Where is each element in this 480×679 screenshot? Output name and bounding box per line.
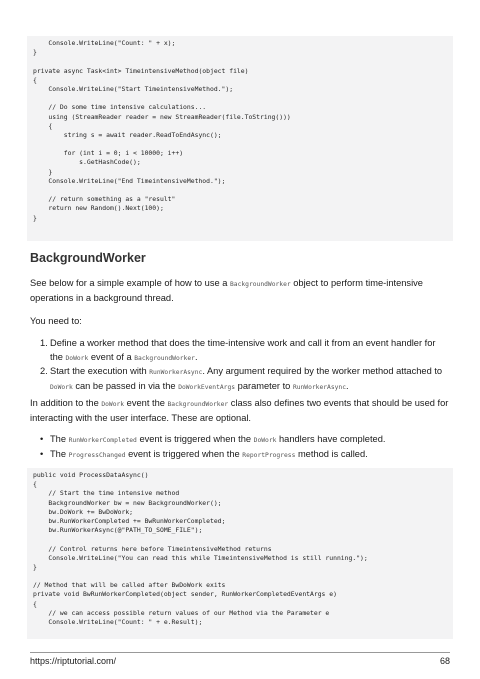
code-line: // Do some time intensive calculations...	[33, 103, 207, 112]
inline-code: DoWorkEventArgs	[178, 383, 236, 391]
code-line: // Control returns here before TimeintensiveMethod returns	[33, 544, 272, 553]
code-line: // Start the time intensive method	[33, 489, 180, 498]
text: .	[346, 380, 349, 391]
text: In addition to the	[30, 398, 102, 408]
code-line: s.GetHashCode();	[33, 158, 141, 167]
numbered-list	[40, 337, 450, 394]
code-line	[33, 140, 447, 149]
code-line	[33, 572, 447, 581]
code-line: Console.WriteLine("Start TimeintensiveMethod.");	[33, 84, 234, 93]
code-line: for (int i = 0; i < 10000; i++)	[33, 149, 184, 158]
text: event the	[124, 398, 168, 408]
code-line: {	[33, 121, 53, 130]
list-number: 1.	[40, 338, 48, 348]
intro-paragraph	[30, 277, 450, 305]
code-line: Console.WriteLine("Count: " + e.Result);	[33, 618, 203, 626]
code-line: Console.WriteLine("You can read this while TimeintensiveMethod is still running.");	[33, 553, 368, 562]
list-item	[40, 448, 450, 463]
inline-code: DoWork	[50, 383, 73, 391]
code-line: BackgroundWorker bw = new BackgroundWorker();	[33, 498, 222, 507]
text: event of a	[88, 351, 135, 362]
code-line	[33, 57, 447, 66]
inline-code: BackgroundWorker	[230, 281, 291, 288]
code-line: }	[33, 48, 37, 57]
code-line: }	[33, 213, 37, 222]
events-paragraph	[30, 397, 450, 425]
code-line: bw.RunWorkerAsync(@"PATH_TO_SOME_FILE");	[33, 526, 203, 535]
code-line: {	[33, 480, 37, 489]
inline-code: RunWorkerCompleted	[68, 437, 137, 444]
text: can be passed in via the	[72, 380, 179, 391]
code-line: {	[33, 75, 37, 84]
code-line: using (StreamReader reader = new StreamReader(file.ToString()))	[33, 112, 291, 121]
inline-code: RunWorkerAsync	[149, 369, 203, 376]
text: object to perform time-intensive operations in a background thread.	[30, 278, 423, 303]
inline-code: DoWork	[253, 437, 277, 444]
bullet: •	[40, 448, 44, 459]
code-line: }	[33, 167, 53, 176]
code-line: // return something as a "result"	[33, 195, 176, 204]
bullet: •	[40, 434, 44, 444]
inline-code: ProgressChanged	[68, 451, 126, 459]
text: event is triggered when the	[125, 448, 243, 459]
section-heading: BackgroundWorker	[30, 251, 146, 265]
inline-code: BackgroundWorker	[167, 401, 229, 408]
code-line: // Method that will be called after BwDoWork exits	[33, 581, 226, 590]
text: Define a worker method that does the time-intensive work and call it from an event handler for the	[50, 338, 436, 362]
text: See below for a simple example of how to use a	[30, 278, 230, 288]
text: The	[50, 434, 69, 444]
code-line: Console.WriteLine("End TimeintensiveMethod.");	[33, 176, 226, 185]
footer-divider	[30, 652, 450, 653]
code-line	[33, 186, 447, 195]
text: method is called.	[295, 448, 368, 459]
code-line: public void ProcessDataAsync()	[33, 471, 149, 479]
code-line: }	[33, 562, 37, 571]
code-line: private void BwRunWorkerCompleted(object sender, RunWorkerCompletedEventArgs e)	[33, 590, 337, 599]
text: class also defines two events that should be used for interacting with the user interface. These are optional.	[30, 398, 449, 423]
list-number: 2.	[40, 366, 48, 376]
inline-code: BackgroundWorker	[134, 354, 195, 362]
text: . Any argument required by the worker method attached to	[202, 366, 443, 376]
code-block-top	[27, 36, 453, 241]
text: parameter to	[235, 380, 293, 391]
text: The	[50, 448, 69, 459]
code-line: bw.RunWorkerCompleted += BwRunWorkerCompleted;	[33, 516, 226, 525]
code-line: // we can access possible return values of our Method via the Parameter e	[33, 608, 330, 617]
inline-code: DoWork	[101, 401, 125, 408]
text: .	[194, 351, 198, 362]
list-item	[40, 337, 450, 365]
code-line	[33, 535, 447, 544]
bullet-list	[40, 433, 450, 462]
code-line: string s = await reader.ReadToEndAsync();	[33, 130, 222, 139]
code-line: private async Task<int> TimeintensiveMethod(object file)	[33, 66, 249, 75]
code-line: bw.DoWork += BwDoWork;	[33, 507, 134, 516]
code-line	[33, 94, 447, 103]
inline-code: DoWork	[65, 354, 89, 362]
text: handlers have completed.	[276, 434, 386, 444]
footer-url: https://riptutorial.com/	[30, 656, 117, 666]
code-line: {	[33, 599, 37, 608]
inline-code: ReportProgress	[242, 451, 296, 459]
text: event is triggered when the	[136, 434, 254, 444]
text: Start the execution with	[50, 366, 150, 376]
code-line: Console.WriteLine("Count: " + x);	[33, 39, 176, 47]
inline-code: RunWorkerAsync	[292, 383, 347, 391]
list-item	[40, 365, 450, 394]
code-block-bottom	[27, 468, 453, 639]
code-line: return new Random().Next(100);	[33, 204, 164, 213]
page-number: 68	[439, 656, 450, 666]
steps-intro: You need to:	[30, 316, 82, 326]
list-item	[40, 433, 450, 448]
